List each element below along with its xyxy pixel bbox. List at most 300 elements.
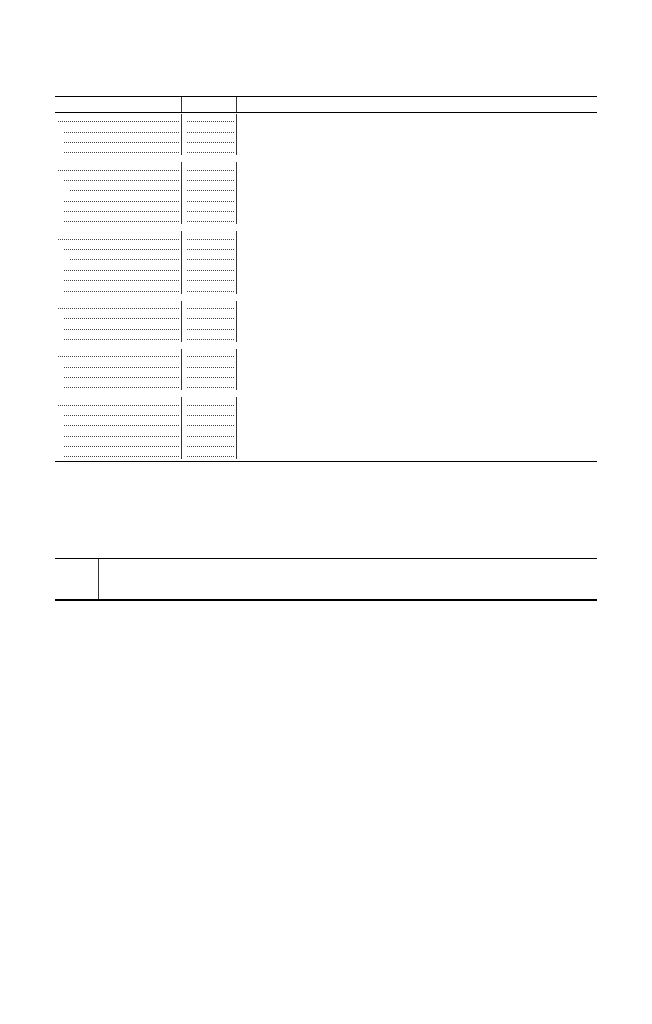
row-unit-cell: [182, 359, 237, 369]
value-cell: [417, 449, 462, 459]
value-cell: [282, 349, 327, 359]
row-unit-cell: [182, 349, 237, 359]
value-cell: [417, 193, 462, 203]
value-cell: [372, 397, 417, 407]
dot-leader: [187, 415, 234, 416]
value-cell: [372, 214, 417, 224]
table-row: [55, 262, 597, 272]
value-cell: [507, 135, 552, 145]
dot-leader: [64, 339, 179, 340]
value-cell: [417, 428, 462, 438]
value-cell: [237, 145, 282, 155]
dot-leader: [58, 121, 179, 122]
value-cell: [282, 262, 327, 272]
value-cell: [552, 162, 597, 172]
row-item-cell: [55, 301, 182, 311]
value-cell: [462, 397, 507, 407]
row-unit-cell: [182, 183, 237, 193]
table-row: [55, 370, 597, 380]
row-item-cell: [55, 135, 182, 145]
dot-leader: [64, 377, 179, 378]
value-cell: [417, 252, 462, 262]
value-cell: [327, 370, 372, 380]
value-cell: [237, 418, 282, 428]
dot-leader: [187, 339, 234, 340]
row-unit-cell: [182, 145, 237, 155]
table-row: [55, 124, 597, 134]
value-cell: [237, 173, 282, 183]
value-cell: [327, 397, 372, 407]
row-unit-cell: [182, 321, 237, 331]
value-cell: [237, 449, 282, 459]
year-column-header: [462, 97, 507, 112]
value-cell: [417, 114, 462, 124]
value-cell: [417, 418, 462, 428]
value-cell: [462, 301, 507, 311]
row-unit-cell: [182, 283, 237, 293]
value-cell: [372, 114, 417, 124]
value-cell: [372, 231, 417, 241]
value-cell: [462, 204, 507, 214]
value-cell: [282, 173, 327, 183]
value-cell: [507, 262, 552, 272]
row-item-cell: [55, 370, 182, 380]
table-row: [55, 359, 597, 369]
value-cell: [237, 214, 282, 224]
value-cell: [282, 380, 327, 390]
value-cell: [417, 439, 462, 449]
value-cell: [372, 301, 417, 311]
dot-leader: [187, 405, 234, 406]
value-cell: [282, 273, 327, 283]
value-cell: [462, 408, 507, 418]
value-cell: [327, 145, 372, 155]
value-cell: [237, 380, 282, 390]
table-row: [55, 428, 597, 438]
value-cell: [507, 183, 552, 193]
row-item-cell: [55, 231, 182, 241]
table-row: [55, 114, 597, 124]
row-unit-cell: [182, 173, 237, 183]
dot-leader: [64, 270, 179, 271]
value-cell: [327, 162, 372, 172]
value-cell: [417, 162, 462, 172]
dot-leader: [64, 249, 179, 250]
dot-leader: [64, 387, 179, 388]
value-cell: [372, 380, 417, 390]
value-cell: [507, 242, 552, 252]
value-cell: [462, 114, 507, 124]
table956-left-header: [55, 559, 326, 600]
value-cell: [327, 439, 372, 449]
value-cell: [552, 408, 597, 418]
table-row: [55, 311, 597, 321]
value-cell: [417, 397, 462, 407]
dot-leader: [58, 405, 179, 406]
dot-leader: [187, 308, 234, 309]
value-cell: [507, 380, 552, 390]
value-cell: [372, 359, 417, 369]
value-cell: [552, 135, 597, 145]
value-cell: [282, 214, 327, 224]
dot-leader: [187, 132, 234, 133]
value-cell: [507, 332, 552, 342]
value-cell: [417, 321, 462, 331]
table-row: [55, 273, 597, 283]
value-cell: [552, 359, 597, 369]
value-cell: [282, 183, 327, 193]
value-cell: [282, 321, 327, 331]
table-section: [55, 397, 597, 459]
dot-leader: [187, 291, 234, 292]
value-cell: [552, 428, 597, 438]
value-cell: [462, 173, 507, 183]
value-cell: [237, 359, 282, 369]
column-header-state: [55, 559, 99, 599]
value-cell: [552, 231, 597, 241]
value-cell: [507, 283, 552, 293]
dot-leader: [187, 121, 234, 122]
value-cell: [507, 359, 552, 369]
value-cell: [417, 214, 462, 224]
value-cell: [372, 242, 417, 252]
value-cell: [282, 283, 327, 293]
dot-leader: [64, 180, 179, 181]
table955-header-row: [55, 97, 597, 113]
value-cell: [372, 449, 417, 459]
row-item-cell: [55, 173, 182, 183]
value-cell: [327, 311, 372, 321]
value-cell: [237, 183, 282, 193]
dot-leader: [187, 425, 234, 426]
value-cell: [462, 359, 507, 369]
table-row: [55, 193, 597, 203]
row-item-cell: [55, 397, 182, 407]
value-cell: [372, 183, 417, 193]
dot-leader: [64, 329, 179, 330]
value-cell: [462, 145, 507, 155]
value-cell: [282, 397, 327, 407]
value-cell: [372, 439, 417, 449]
dot-leader: [187, 367, 234, 368]
dot-leader: [187, 259, 234, 260]
dot-leader: [187, 201, 234, 202]
table956-right-header: [326, 559, 597, 600]
value-cell: [462, 252, 507, 262]
table955-body: [55, 113, 597, 461]
value-cell: [282, 418, 327, 428]
value-cell: [237, 273, 282, 283]
dot-leader: [187, 456, 234, 457]
table-row: [55, 204, 597, 214]
dot-leader: [64, 318, 179, 319]
value-cell: [282, 428, 327, 438]
value-cell: [552, 397, 597, 407]
value-cell: [507, 311, 552, 321]
value-cell: [417, 359, 462, 369]
value-cell: [237, 439, 282, 449]
value-cell: [327, 214, 372, 224]
value-cell: [417, 301, 462, 311]
row-item-cell: [55, 311, 182, 321]
value-cell: [507, 439, 552, 449]
value-cell: [417, 408, 462, 418]
row-item-cell: [55, 162, 182, 172]
value-cell: [552, 193, 597, 203]
value-cell: [237, 114, 282, 124]
value-cell: [462, 162, 507, 172]
value-cell: [282, 231, 327, 241]
value-cell: [507, 124, 552, 134]
value-cell: [327, 124, 372, 134]
value-cell: [417, 283, 462, 293]
value-cell: [372, 283, 417, 293]
value-cell: [462, 231, 507, 241]
dot-leader: [64, 415, 179, 416]
dot-leader: [64, 132, 179, 133]
dot-leader: [187, 152, 234, 153]
value-cell: [327, 332, 372, 342]
value-cell: [327, 283, 372, 293]
value-cell: [552, 242, 597, 252]
value-cell: [237, 193, 282, 203]
value-cell: [372, 262, 417, 272]
value-cell: [327, 204, 372, 214]
row-item-cell: [55, 428, 182, 438]
value-cell: [417, 173, 462, 183]
value-cell: [507, 252, 552, 262]
year-column-header: [507, 97, 552, 112]
value-cell: [237, 321, 282, 331]
value-cell: [417, 380, 462, 390]
dot-leader: [64, 446, 179, 447]
value-cell: [507, 449, 552, 459]
dot-leader: [58, 170, 179, 171]
dot-leader: [70, 259, 179, 260]
value-cell: [372, 173, 417, 183]
dot-leader: [64, 456, 179, 457]
value-cell: [327, 193, 372, 203]
value-cell: [237, 262, 282, 272]
value-cell: [237, 231, 282, 241]
value-cell: [282, 193, 327, 203]
table-row: [55, 397, 597, 407]
value-cell: [417, 349, 462, 359]
table-row: [55, 349, 597, 359]
row-item-cell: [55, 321, 182, 331]
value-cell: [417, 332, 462, 342]
value-cell: [237, 242, 282, 252]
value-cell: [327, 135, 372, 145]
value-cell: [282, 252, 327, 262]
row-unit-cell: [182, 214, 237, 224]
row-item-cell: [55, 145, 182, 155]
row-unit-cell: [182, 311, 237, 321]
value-cell: [327, 349, 372, 359]
value-cell: [552, 283, 597, 293]
table-section: [55, 231, 597, 293]
row-item-cell: [55, 204, 182, 214]
row-item-cell: [55, 283, 182, 293]
value-cell: [327, 449, 372, 459]
dot-leader: [70, 190, 179, 191]
value-cell: [507, 173, 552, 183]
dot-leader: [187, 170, 234, 171]
table-section: [55, 349, 597, 390]
value-cell: [552, 252, 597, 262]
value-cell: [372, 124, 417, 134]
value-cell: [372, 349, 417, 359]
value-cell: [552, 262, 597, 272]
row-item-cell: [55, 439, 182, 449]
value-cell: [327, 252, 372, 262]
value-cell: [552, 349, 597, 359]
value-cell: [462, 193, 507, 203]
year-column-header: [372, 97, 417, 112]
value-cell: [282, 359, 327, 369]
value-cell: [507, 214, 552, 224]
value-cell: [417, 145, 462, 155]
value-cell: [552, 311, 597, 321]
row-item-cell: [55, 242, 182, 252]
table-row: [55, 162, 597, 172]
row-item-cell: [55, 214, 182, 224]
value-cell: [237, 204, 282, 214]
value-cell: [417, 183, 462, 193]
value-cell: [372, 162, 417, 172]
table956: [55, 558, 597, 601]
value-cell: [552, 204, 597, 214]
table-row: [55, 380, 597, 390]
row-unit-cell: [182, 332, 237, 342]
value-cell: [507, 162, 552, 172]
value-cell: [372, 370, 417, 380]
value-cell: [327, 242, 372, 252]
value-cell: [552, 439, 597, 449]
value-cell: [372, 252, 417, 262]
table956-left-half: [55, 559, 326, 600]
dot-leader: [64, 425, 179, 426]
value-cell: [282, 408, 327, 418]
value-cell: [507, 418, 552, 428]
value-cell: [237, 349, 282, 359]
value-cell: [417, 311, 462, 321]
value-cell: [462, 449, 507, 459]
value-cell: [462, 135, 507, 145]
table-section: [55, 162, 597, 224]
value-cell: [462, 439, 507, 449]
value-cell: [462, 183, 507, 193]
row-item-cell: [55, 380, 182, 390]
value-cell: [282, 124, 327, 134]
row-unit-cell: [182, 124, 237, 134]
value-cell: [417, 231, 462, 241]
dot-leader: [58, 239, 179, 240]
value-cell: [462, 214, 507, 224]
row-item-cell: [55, 359, 182, 369]
row-item-cell: [55, 124, 182, 134]
value-cell: [372, 193, 417, 203]
table-row: [55, 214, 597, 224]
row-unit-cell: [182, 193, 237, 203]
value-cell: [462, 418, 507, 428]
value-cell: [282, 311, 327, 321]
value-cell: [372, 418, 417, 428]
row-unit-cell: [182, 273, 237, 283]
dot-leader: [64, 201, 179, 202]
value-cell: [552, 183, 597, 193]
dot-leader: [64, 152, 179, 153]
value-cell: [462, 370, 507, 380]
value-cell: [552, 321, 597, 331]
value-cell: [552, 449, 597, 459]
value-cell: [417, 242, 462, 252]
table-row: [55, 145, 597, 155]
value-cell: [237, 428, 282, 438]
row-unit-cell: [182, 204, 237, 214]
value-cell: [372, 408, 417, 418]
table-row: [55, 135, 597, 145]
value-cell: [327, 408, 372, 418]
dot-leader: [58, 308, 179, 309]
value-cell: [507, 428, 552, 438]
year-column-header: [237, 97, 282, 112]
table956-right-half: [326, 559, 597, 600]
value-cell: [552, 273, 597, 283]
dot-leader: [187, 239, 234, 240]
value-cell: [282, 242, 327, 252]
table-row: [55, 301, 597, 311]
value-cell: [372, 135, 417, 145]
value-cell: [417, 135, 462, 145]
table-row: [55, 242, 597, 252]
row-unit-cell: [182, 162, 237, 172]
row-unit-cell: [182, 418, 237, 428]
row-item-cell: [55, 273, 182, 283]
value-cell: [372, 204, 417, 214]
value-cell: [327, 359, 372, 369]
value-cell: [237, 283, 282, 293]
dot-leader: [187, 280, 234, 281]
column-header-unit: [182, 97, 237, 112]
value-cell: [507, 145, 552, 155]
row-item-cell: [55, 449, 182, 459]
value-cell: [237, 162, 282, 172]
value-cell: [282, 145, 327, 155]
row-unit-cell: [182, 301, 237, 311]
value-cell: [552, 124, 597, 134]
value-cell: [282, 204, 327, 214]
row-unit-cell: [182, 262, 237, 272]
value-cell: [462, 332, 507, 342]
value-cell: [327, 183, 372, 193]
value-cell: [237, 397, 282, 407]
dot-leader: [64, 211, 179, 212]
value-cell: [372, 332, 417, 342]
value-cell: [462, 273, 507, 283]
table-row: [55, 173, 597, 183]
dot-leader: [64, 436, 179, 437]
value-cell: [417, 262, 462, 272]
value-cell: [552, 418, 597, 428]
value-cell: [327, 114, 372, 124]
value-cell: [327, 428, 372, 438]
value-cell: [507, 231, 552, 241]
value-cell: [417, 273, 462, 283]
table-row: [55, 231, 597, 241]
dot-leader: [64, 291, 179, 292]
row-unit-cell: [182, 449, 237, 459]
